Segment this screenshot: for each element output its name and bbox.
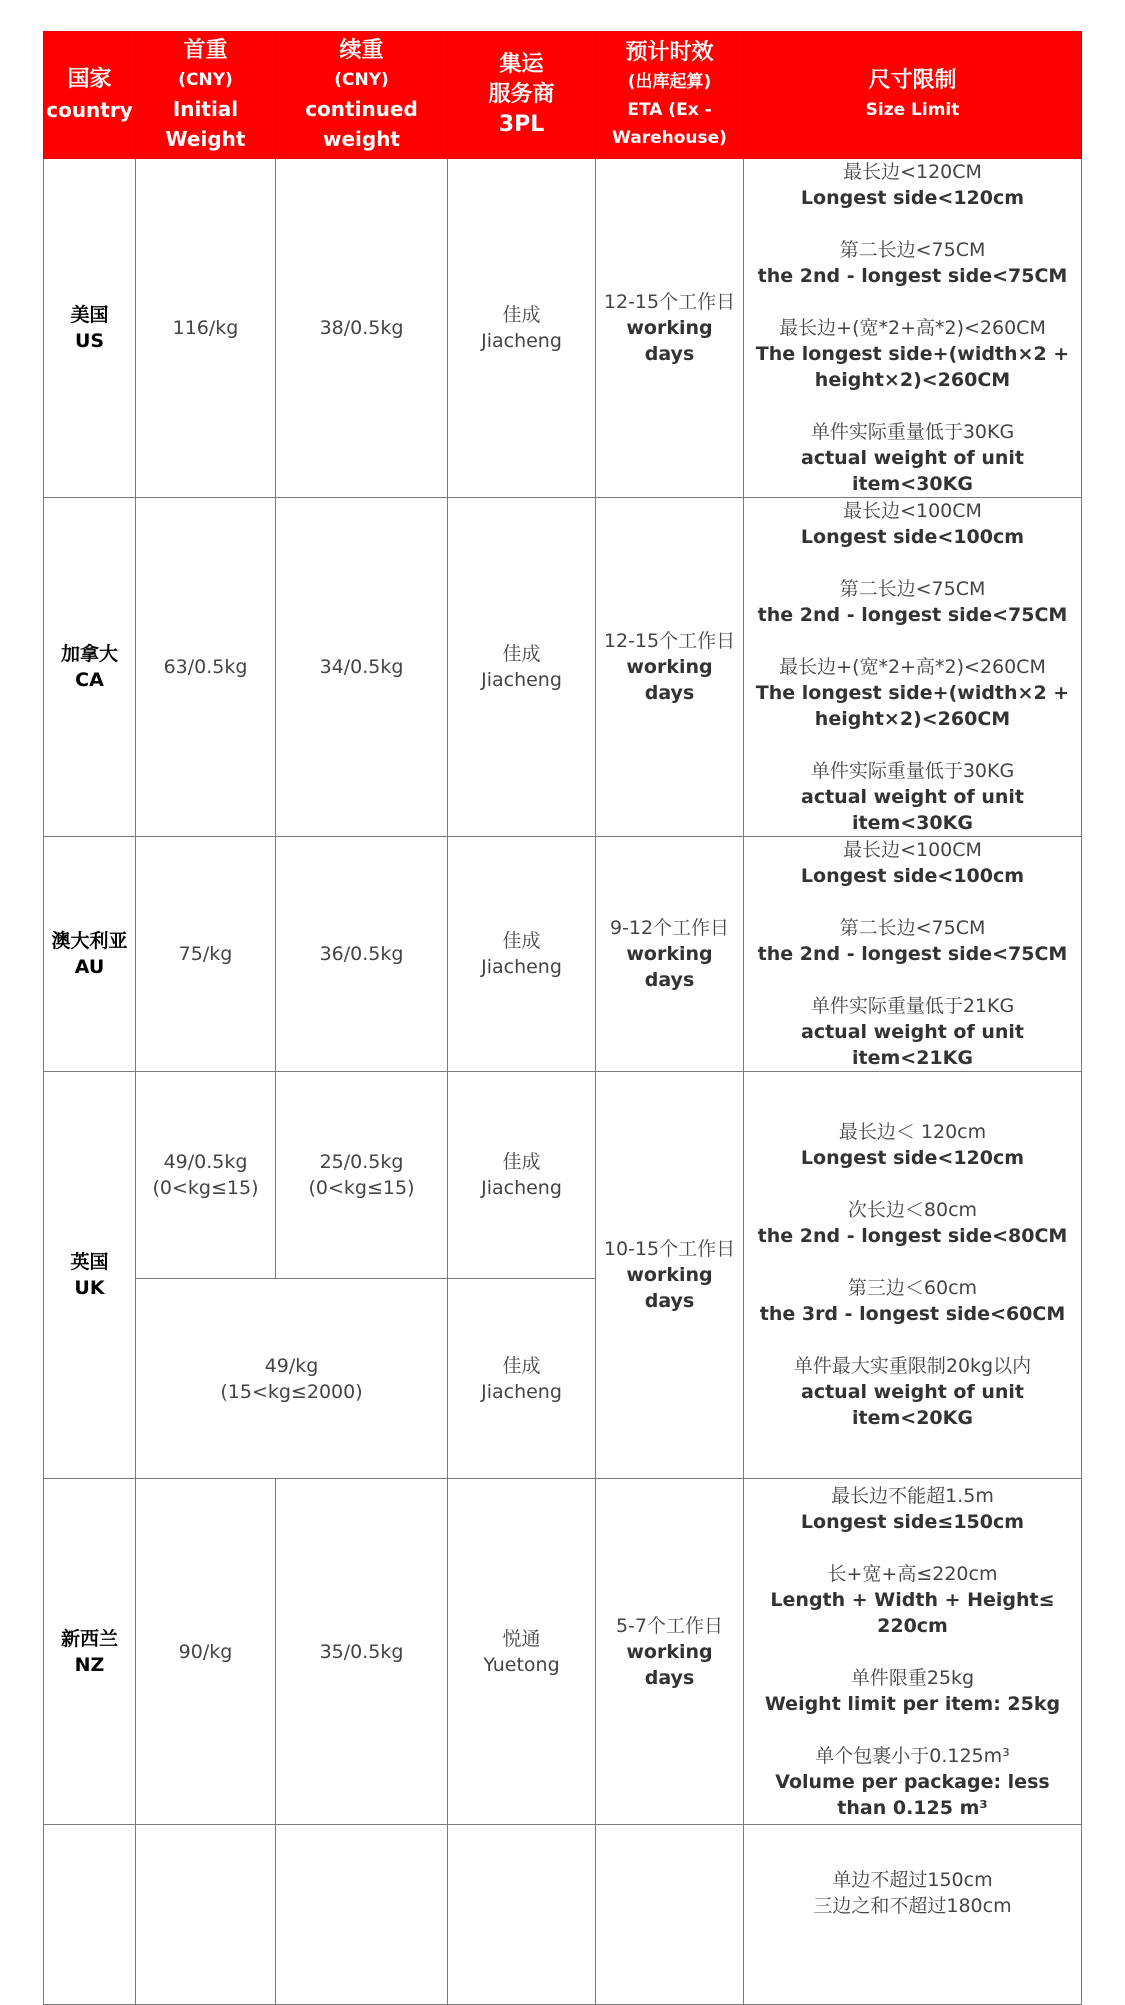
limit-zh: 长+宽+高≤220cm <box>827 1562 998 1585</box>
tpl-name-en: Yuetong <box>483 1653 560 1676</box>
eta-days: 10-15个工作日 <box>603 1238 736 1260</box>
tpl-name-en: Jiacheng <box>481 956 562 978</box>
header-size-zh: 尺寸限制 <box>868 68 957 93</box>
header-continued-cny: (CNY) <box>334 70 389 90</box>
limit-en: Longest side<100cm <box>800 526 1025 548</box>
limit-en: actual weight of unit item<30KG <box>801 447 1024 495</box>
eta-cell <box>596 1479 744 1825</box>
header-initial-en-2: Weight <box>165 127 246 151</box>
size-limit-cell <box>744 1072 1082 1479</box>
header-initial-weight <box>136 32 276 159</box>
size-limit-cell <box>744 1479 1082 1825</box>
limit-zh: 最长边<120CM <box>843 161 982 183</box>
eta-days: 5-7个工作日 <box>615 1614 724 1637</box>
continued-weight-price: 35/0.5kg <box>276 1479 448 1825</box>
tpl-cell <box>448 1072 596 1279</box>
limit-zh: 第二长边<75CM <box>839 917 986 939</box>
limit-zh: 最长边不能超1.5m <box>831 1484 994 1507</box>
tpl-cell <box>448 837 596 1072</box>
limit-zh: 最长边<100CM <box>843 839 982 861</box>
initial-weight-price <box>136 1825 276 2005</box>
header-3pl <box>448 32 596 159</box>
tpl-cell <box>448 1479 596 1825</box>
table-header-row <box>44 32 1082 159</box>
eta-cell <box>596 498 744 837</box>
limit-en: Longest side<100cm <box>800 865 1025 887</box>
header-eta-zh: 预计时效 <box>625 40 714 65</box>
tpl-name-zh: 佳成 <box>502 1151 541 1173</box>
eta-working-days: working days <box>626 1264 713 1312</box>
country-code: UK <box>74 1277 105 1299</box>
limit-zh: 单件限重25kg <box>850 1666 975 1689</box>
limit-zh: 第二长边<75CM <box>839 578 986 600</box>
eta-days: 12-15个工作日 <box>603 291 736 313</box>
country-cell <box>44 1479 136 1825</box>
limit-en: the 3rd - longest side<60CM <box>759 1303 1066 1325</box>
limit-en: the 2nd - longest side<75CM <box>757 604 1068 626</box>
country-code: NZ <box>74 1653 105 1676</box>
header-continued-zh: 续重 <box>339 38 384 63</box>
initial-weight-price: 75/kg <box>136 837 276 1072</box>
initial-weight-price: 63/0.5kg <box>136 498 276 837</box>
limit-zh: 第三边＜60cm <box>847 1277 978 1299</box>
header-country <box>44 32 136 159</box>
header-initial-cny: (CNY) <box>178 70 233 90</box>
limit-zh: 次长边＜80cm <box>847 1199 978 1221</box>
eta-cell <box>596 837 744 1072</box>
limit-en: actual weight of unit item<21KG <box>801 1021 1024 1069</box>
country-cell <box>44 1825 136 2005</box>
country-code: AU <box>74 956 105 978</box>
header-country-en: country <box>46 98 133 122</box>
table-row-nz <box>44 1479 1082 1825</box>
shipping-rates-table <box>43 31 1082 2005</box>
country-zh: 美国 <box>70 304 109 326</box>
country-code: US <box>74 330 105 352</box>
limit-zh: 单件实际重量低于30KG <box>810 760 1015 782</box>
size-limit-cell <box>744 159 1082 498</box>
limit-zh: 最长边+(宽*2+高*2)<260CM <box>779 317 1046 339</box>
limit-zh: 单边不超过150cm <box>832 1869 993 1891</box>
limit-en: the 2nd - longest side<75CM <box>757 943 1068 965</box>
size-limit-cell <box>744 837 1082 1072</box>
eta-days: 9-12个工作日 <box>609 917 730 939</box>
limit-zh: 单件实际重量低于30KG <box>810 421 1015 443</box>
tpl-cell <box>448 498 596 837</box>
eta-cell <box>596 1825 744 2005</box>
header-country-zh: 国家 <box>67 67 112 92</box>
table-row-us <box>44 159 1082 498</box>
header-initial-zh: 首重 <box>183 38 228 63</box>
table-row-uk <box>44 1072 1082 1279</box>
size-limit-cell <box>744 498 1082 837</box>
header-eta-en-2: Warehouse) <box>612 128 727 148</box>
country-zh: 澳大利亚 <box>51 930 128 952</box>
header-initial-en-1: Initial <box>172 97 239 121</box>
header-size-en: Size Limit <box>865 100 960 120</box>
heavy-weight-price <box>136 1279 448 1479</box>
tpl-name-en: Jiacheng <box>481 1177 562 1199</box>
limit-en: Longest side<120cm <box>800 187 1025 209</box>
country-code: CA <box>75 669 104 691</box>
tpl-name-zh: 佳成 <box>502 930 541 952</box>
initial-weight-rate: 49/0.5kg <box>163 1151 248 1173</box>
country-cell <box>44 498 136 837</box>
initial-weight-range: (0<kg≤15) <box>152 1177 259 1199</box>
continued-weight-price <box>276 1072 448 1279</box>
tpl-cell <box>448 1279 596 1479</box>
limit-en: Longest side<120cm <box>800 1147 1025 1169</box>
country-cell <box>44 837 136 1072</box>
limit-zh: 最长边＜ 120cm <box>838 1121 987 1143</box>
limit-en: Volume per package: less than 0.125 m³ <box>775 1770 1050 1819</box>
tpl-name-en: Jiacheng <box>481 330 562 352</box>
country-zh: 新西兰 <box>60 1627 118 1650</box>
tpl-name-zh: 佳成 <box>502 304 541 326</box>
header-3pl-zh-2: 服务商 <box>488 82 555 107</box>
table-row-ca <box>44 498 1082 837</box>
limit-zh: 单件实际重量低于21KG <box>810 995 1015 1017</box>
limit-zh: 第二长边<75CM <box>839 239 986 261</box>
continued-weight-rate: 25/0.5kg <box>319 1151 404 1173</box>
eta-cell <box>596 1072 744 1479</box>
country-cell <box>44 1072 136 1479</box>
limit-en: Weight limit per item: 25kg <box>764 1692 1061 1715</box>
eta-working-days: working days <box>626 656 713 704</box>
header-continued-weight <box>276 32 448 159</box>
initial-weight-price <box>136 1072 276 1279</box>
header-size-limit <box>744 32 1082 159</box>
limit-en: actual weight of unit item<20KG <box>801 1381 1024 1429</box>
heavy-weight-rate: 49/kg <box>264 1354 319 1377</box>
limit-zh: 单个包裹小于0.125m³ <box>815 1744 1010 1767</box>
header-3pl-en: 3PL <box>498 112 545 137</box>
eta-cell <box>596 159 744 498</box>
table-row-au <box>44 837 1082 1072</box>
limit-zh: 最长边+(宽*2+高*2)<260CM <box>779 656 1046 678</box>
header-eta-sub: (出库起算) <box>627 72 712 92</box>
header-3pl-zh-1: 集运 <box>499 52 544 77</box>
continued-weight-range: (0<kg≤15) <box>308 1177 415 1199</box>
initial-weight-price: 116/kg <box>136 159 276 498</box>
tpl-cell <box>448 159 596 498</box>
tpl-name-zh: 佳成 <box>502 643 541 665</box>
eta-days: 12-15个工作日 <box>603 630 736 652</box>
limit-en: actual weight of unit item<30KG <box>801 786 1024 834</box>
continued-weight-price <box>276 1825 448 2005</box>
eta-working-days: working days <box>626 317 713 365</box>
limit-en: The longest side+(width×2 + height×2)<260CM <box>755 682 1070 730</box>
limit-en: The longest side+(width×2 + height×2)<260CM <box>755 343 1070 391</box>
country-zh: 英国 <box>70 1251 109 1273</box>
limit-zh: 单件最大实重限制20kg以内 <box>793 1355 1032 1377</box>
header-continued-en-1: continued <box>305 97 418 121</box>
eta-working-days: working days <box>626 943 713 991</box>
continued-weight-price: 38/0.5kg <box>276 159 448 498</box>
limit-zh: 最长边<100CM <box>843 500 982 522</box>
heavy-weight-range: (15<kg≤2000) <box>220 1380 363 1403</box>
limit-zh: 三边之和不超过180cm <box>813 1895 1012 1917</box>
tpl-name-zh: 佳成 <box>502 1354 541 1377</box>
eta-working-days: working days <box>626 1640 713 1689</box>
header-eta <box>596 32 744 159</box>
initial-weight-price: 90/kg <box>136 1479 276 1825</box>
tpl-name-en: Jiacheng <box>481 669 562 691</box>
country-zh: 加拿大 <box>60 643 118 665</box>
table-row-next <box>44 1825 1082 2005</box>
size-limit-cell <box>744 1825 1082 2005</box>
limit-en: the 2nd - longest side<80CM <box>757 1225 1068 1247</box>
limit-en: Longest side≤150cm <box>800 1510 1025 1533</box>
tpl-name-en: Jiacheng <box>481 1380 562 1403</box>
country-cell <box>44 159 136 498</box>
limit-en: Length + Width + Height≤ 220cm <box>770 1588 1055 1637</box>
continued-weight-price: 34/0.5kg <box>276 498 448 837</box>
tpl-cell <box>448 1825 596 2005</box>
header-continued-en-2: weight <box>322 127 400 151</box>
continued-weight-price: 36/0.5kg <box>276 837 448 1072</box>
tpl-name-zh: 悦通 <box>502 1627 541 1650</box>
limit-en: the 2nd - longest side<75CM <box>757 265 1068 287</box>
header-eta-en-1: ETA (Ex - <box>627 100 712 120</box>
